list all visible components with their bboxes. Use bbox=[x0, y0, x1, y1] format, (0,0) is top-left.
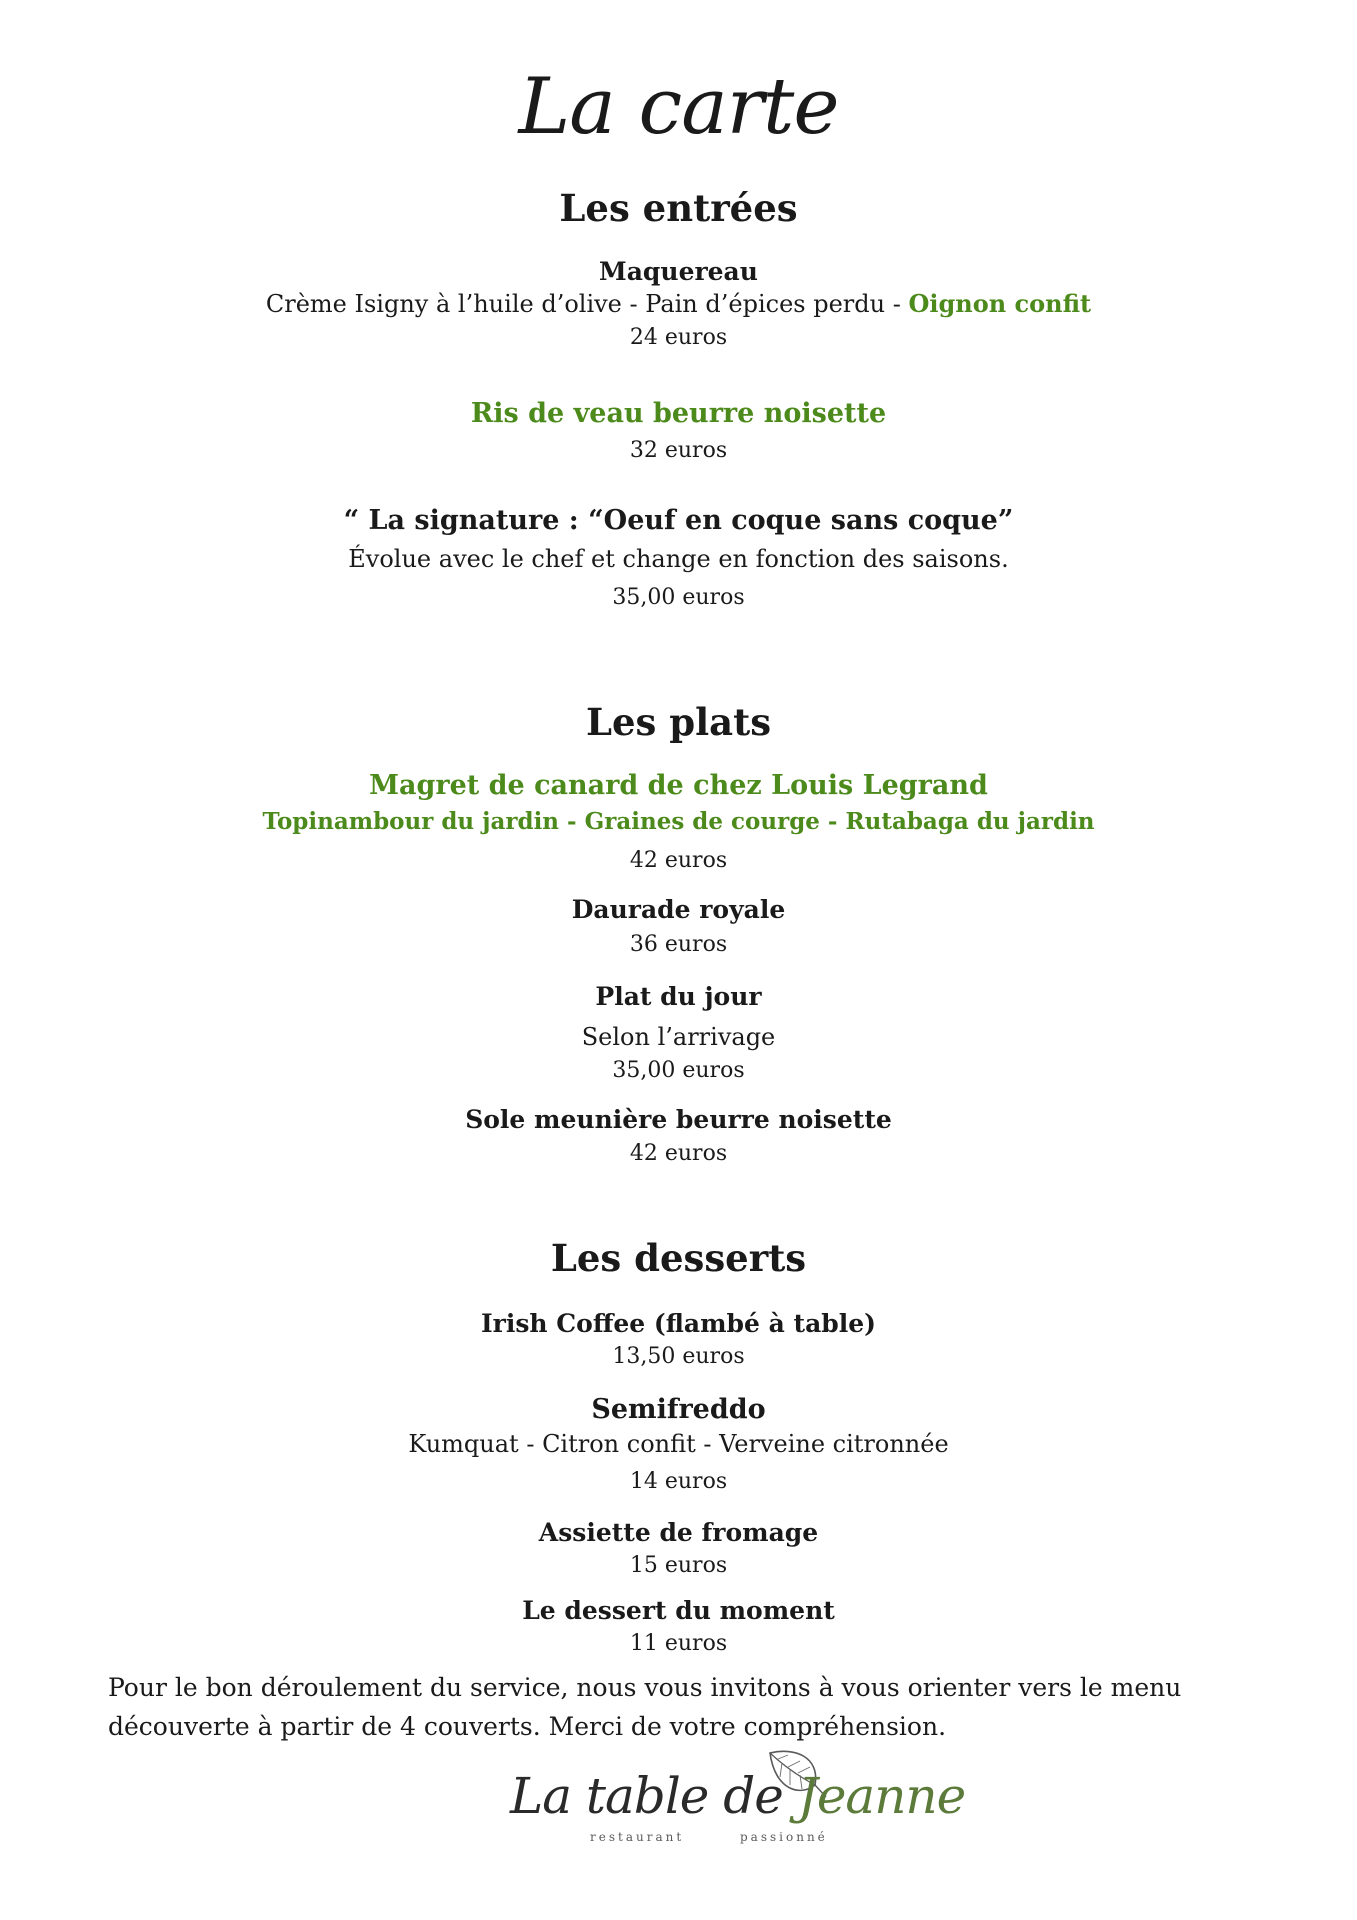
menu-item-price: 42 euros bbox=[629, 848, 728, 873]
menu-item-price: 15 euros bbox=[629, 1553, 728, 1578]
description-highlight: Oignon confit bbox=[908, 289, 1092, 318]
menu-item-price: 13,50 euros bbox=[612, 1344, 745, 1369]
service-notice-line: Pour le bon déroulement du service, nous vous invitons à vous orienter vers le menu bbox=[108, 1673, 1182, 1702]
menu-item-price: 14 euros bbox=[629, 1469, 728, 1494]
menu-item-name: Assiette de fromage bbox=[538, 1518, 819, 1547]
logo-wordmark-accent: Jeanne bbox=[797, 1767, 966, 1825]
menu-item-name: “ La signature : “Oeuf en coque sans coque” bbox=[343, 505, 1014, 536]
menu-item-description bbox=[0, 289, 1357, 318]
menu-item-price: 35,00 euros bbox=[612, 585, 745, 610]
section-title-desserts: Les desserts bbox=[550, 1236, 807, 1280]
menu-item-price: 24 euros bbox=[629, 325, 728, 350]
service-notice bbox=[108, 1668, 1268, 1746]
menu-item-price: 11 euros bbox=[629, 1631, 728, 1656]
menu-item-name: Le dessert du moment bbox=[522, 1596, 835, 1625]
menu-item-name: Plat du jour bbox=[595, 982, 762, 1011]
menu-item-name: Ris de veau beurre noisette bbox=[470, 398, 887, 429]
menu-item-price: 36 euros bbox=[629, 932, 728, 957]
menu-item-price: 32 euros bbox=[629, 438, 728, 463]
menu-item-description: Topinambour du jardin - Graines de courge - Rutabaga du jardin bbox=[262, 808, 1095, 835]
menu-item-price: 35,00 euros bbox=[612, 1058, 745, 1083]
section-title-plats: Les plats bbox=[585, 700, 772, 744]
menu-item-description: Kumquat - Citron confit - Verveine citronnée bbox=[408, 1430, 949, 1458]
menu-item-name: Magret de canard de chez Louis Legrand bbox=[369, 770, 988, 801]
service-notice-line: découverte à partir de 4 couverts. Merci de votre compréhension. bbox=[108, 1712, 947, 1741]
menu-item-name: Daurade royale bbox=[571, 895, 786, 924]
menu-item-description: Évolue avec le chef et change en fonction des saisons. bbox=[348, 545, 1009, 573]
logo-subtitle-right: passionné bbox=[740, 1830, 828, 1844]
description-text: Crème Isigny à l’huile d’olive - Pain d’épices perdu - bbox=[265, 290, 909, 318]
menu-item-name: Irish Coffee (flambé à table) bbox=[480, 1309, 877, 1338]
menu-item-name: Sole meunière beurre noisette bbox=[465, 1105, 892, 1134]
menu-item-name: Semifreddo bbox=[591, 1394, 766, 1425]
logo-subtitle-left: restaurant bbox=[590, 1830, 685, 1844]
menu-item-price: 42 euros bbox=[629, 1141, 728, 1166]
page-title: La carte bbox=[518, 62, 839, 152]
logo-wordmark bbox=[510, 1767, 965, 1825]
menu-item-name: Maquereau bbox=[599, 257, 758, 286]
logo-wordmark-main: La table de bbox=[510, 1767, 798, 1825]
restaurant-logo bbox=[510, 1745, 966, 1885]
section-title-entrees: Les entrées bbox=[559, 186, 798, 230]
menu-item-description: Selon l’arrivage bbox=[581, 1023, 776, 1051]
